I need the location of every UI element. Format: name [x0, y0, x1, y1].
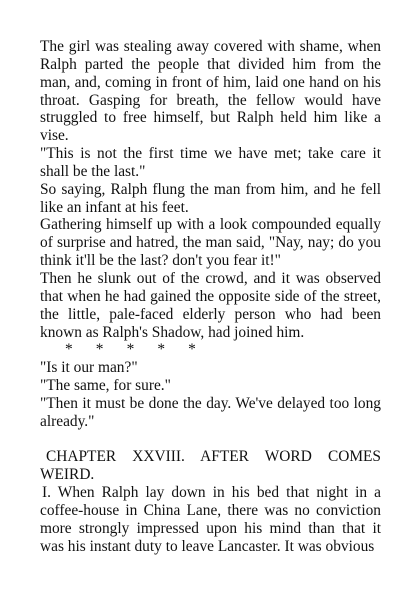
paragraph: "This is not the first time we have met; take care it shall be the last."	[40, 145, 381, 180]
blank-line	[40, 431, 381, 449]
book-page	[40, 38, 381, 555]
dialogue-line: "Is it our man?"	[40, 359, 138, 377]
paragraph: So saying, Ralph flung the man from him, and he fell like an infant at his feet.	[40, 180, 381, 216]
paragraph: Gathering himself up with a look compounded equally of surprise and hatred, the man said, "Nay, nay; do you think it'll be the last? don't you fear it!"	[40, 216, 381, 270]
paragraph: The girl was stealing away covered with shame, when Ralph parted the people that divided him from the man, and, coming in front of him, laid one hand on his throat. Gasping for breath, the fellow would have struggled to free himself, but Ralph held him like a vise.	[40, 38, 381, 145]
scene-separator: * * * * *	[65, 341, 196, 359]
dialogue-line: "Then it must be done the day. We've delayed too long already."	[40, 394, 381, 430]
dialogue-line: "The same, for sure."	[40, 377, 171, 395]
paragraph: Then he slunk out of the crowd, and it was observed that when he had gained the opposite side of the street, the little, pale-faced elderly person who had been known as Ralph's Shadow, had joined him.	[40, 269, 381, 341]
chapter-heading: CHAPTER XXVIII. AFTER WORD COMES WEIRD.	[40, 448, 381, 484]
section-paragraph: I. When Ralph lay down in his bed that night in a coffee-house in China Lane, there was no conviction more strongly impressed upon his mind than that it was his instant duty to leave Lancaster. It was obvious	[40, 484, 381, 555]
